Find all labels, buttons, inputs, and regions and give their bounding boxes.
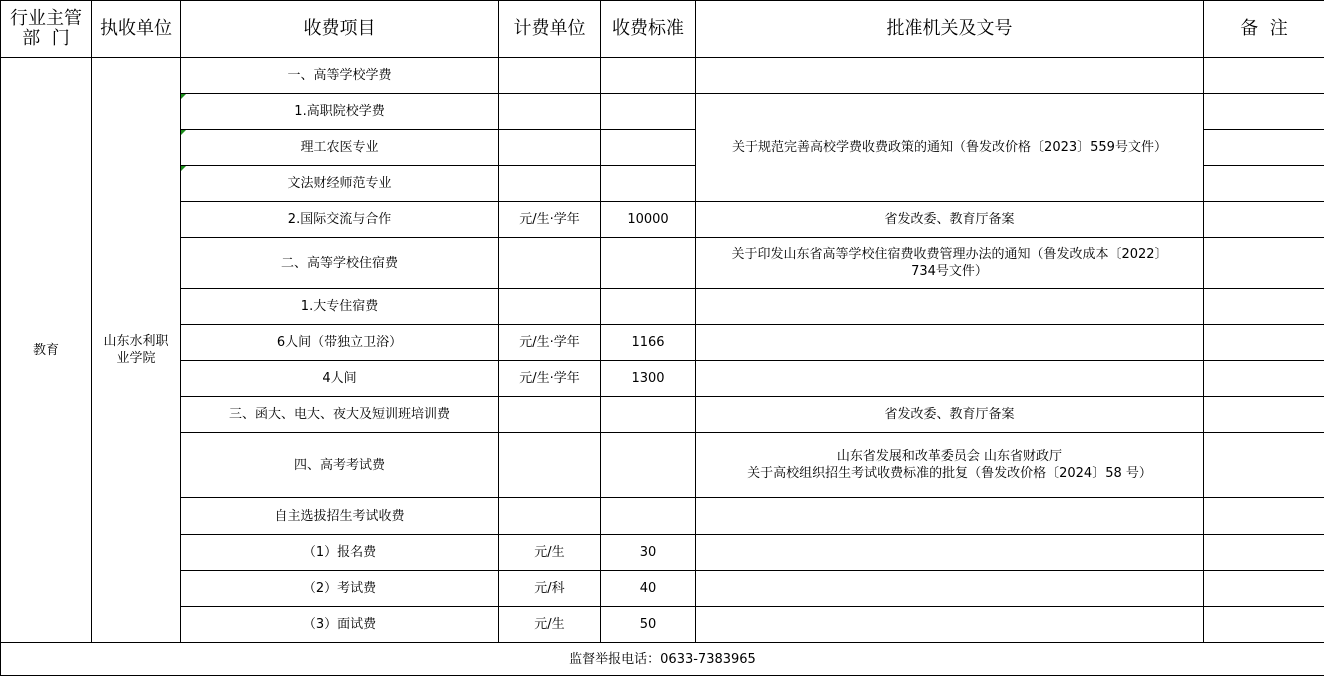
remarks-cell bbox=[1204, 535, 1324, 571]
header-item: 收费项目 bbox=[181, 1, 499, 58]
header-billing-unit: 计费单位 bbox=[499, 1, 601, 58]
standard-cell bbox=[601, 433, 696, 498]
standard-cell: 40 bbox=[601, 571, 696, 607]
item-cell: 自主选拔招生考试收费 bbox=[181, 498, 499, 535]
billing-unit-cell: 元/科 bbox=[499, 571, 601, 607]
approval-cell bbox=[696, 607, 1204, 643]
approval-cell bbox=[696, 325, 1204, 361]
header-approval: 批准机关及文号 bbox=[696, 1, 1204, 58]
item-cell: （1）报名费 bbox=[181, 535, 499, 571]
remarks-cell bbox=[1204, 397, 1324, 433]
approval-cell: 省发改委、教育厅备案 bbox=[696, 202, 1204, 238]
complaint-hotline: 监督举报电话：0633-7383965 bbox=[1, 643, 1324, 676]
billing-unit-cell bbox=[499, 498, 601, 535]
approval-cell bbox=[696, 58, 1204, 94]
table-row bbox=[1, 433, 1324, 498]
remarks-cell bbox=[1204, 325, 1324, 361]
item-cell: （2）考试费 bbox=[181, 571, 499, 607]
approval-cell: 省发改委、教育厅备案 bbox=[696, 397, 1204, 433]
remarks-cell bbox=[1204, 607, 1324, 643]
remarks-cell bbox=[1204, 166, 1324, 202]
table-row bbox=[1, 498, 1324, 535]
remarks-cell bbox=[1204, 433, 1324, 498]
header-standard: 收费标准 bbox=[601, 1, 696, 58]
standard-cell bbox=[601, 289, 696, 325]
remarks-cell bbox=[1204, 94, 1324, 130]
standard-cell: 50 bbox=[601, 607, 696, 643]
item-cell: 一、高等学校学费 bbox=[181, 58, 499, 94]
billing-unit-cell bbox=[499, 289, 601, 325]
item-cell: 三、函大、电大、夜大及短训班培训费 bbox=[181, 397, 499, 433]
approval-cell bbox=[696, 289, 1204, 325]
table-row bbox=[1, 361, 1324, 397]
item-cell: （3）面试费 bbox=[181, 607, 499, 643]
approval-cell: 关于印发山东省高等学校住宿费收费管理办法的通知（鲁发改成本〔2022〕 734号文件） bbox=[696, 238, 1204, 289]
table-row bbox=[1, 58, 1324, 94]
table-row bbox=[1, 607, 1324, 643]
remarks-cell bbox=[1204, 130, 1324, 166]
standard-cell bbox=[601, 238, 696, 289]
billing-unit-cell bbox=[499, 58, 601, 94]
billing-unit-cell: 元/生 bbox=[499, 607, 601, 643]
table-row bbox=[1, 571, 1324, 607]
standard-cell: 10000 bbox=[601, 202, 696, 238]
header-unit: 执收单位 bbox=[92, 1, 181, 58]
approval-cell: 山东省发展和改革委员会 山东省财政厅 关于高校组织招生考试收费标准的批复（鲁发改价格〔2024〕58 号） bbox=[696, 433, 1204, 498]
table-row bbox=[1, 238, 1324, 289]
billing-unit-cell bbox=[499, 130, 601, 166]
approval-cell bbox=[696, 535, 1204, 571]
approval-cell bbox=[696, 498, 1204, 535]
dept-cell: 教育 bbox=[1, 58, 92, 643]
standard-cell: 1300 bbox=[601, 361, 696, 397]
standard-cell: 1166 bbox=[601, 325, 696, 361]
standard-cell bbox=[601, 58, 696, 94]
remarks-cell bbox=[1204, 238, 1324, 289]
approval-cell bbox=[696, 361, 1204, 397]
remarks-cell bbox=[1204, 202, 1324, 238]
table-row bbox=[1, 289, 1324, 325]
billing-unit-cell: 元/生·学年 bbox=[499, 325, 601, 361]
item-cell: 二、高等学校住宿费 bbox=[181, 238, 499, 289]
item-cell: 1.高职院校学费 bbox=[181, 94, 499, 130]
item-cell: 四、高考考试费 bbox=[181, 433, 499, 498]
table-row bbox=[1, 535, 1324, 571]
table-row bbox=[1, 94, 1324, 130]
item-cell: 理工农医专业 bbox=[181, 130, 499, 166]
item-cell: 6人间（带独立卫浴） bbox=[181, 325, 499, 361]
item-cell: 1.大专住宿费 bbox=[181, 289, 499, 325]
billing-unit-cell bbox=[499, 166, 601, 202]
billing-unit-cell: 元/生 bbox=[499, 535, 601, 571]
table-row bbox=[1, 397, 1324, 433]
header-remarks: 备 注 bbox=[1204, 1, 1324, 58]
remarks-cell bbox=[1204, 498, 1324, 535]
approval-cell: 关于规范完善高校学费收费政策的通知（鲁发改价格〔2023〕559号文件） bbox=[696, 94, 1204, 202]
item-cell: 4人间 bbox=[181, 361, 499, 397]
standard-cell bbox=[601, 397, 696, 433]
standard-cell bbox=[601, 498, 696, 535]
approval-cell bbox=[696, 571, 1204, 607]
billing-unit-cell bbox=[499, 433, 601, 498]
billing-unit-cell bbox=[499, 238, 601, 289]
standard-cell bbox=[601, 94, 696, 130]
standard-cell bbox=[601, 166, 696, 202]
unit-cell: 山东水利职业学院 bbox=[92, 58, 181, 643]
remarks-cell bbox=[1204, 361, 1324, 397]
header-row bbox=[1, 1, 1324, 58]
billing-unit-cell bbox=[499, 397, 601, 433]
standard-cell: 30 bbox=[601, 535, 696, 571]
table-row bbox=[1, 202, 1324, 238]
item-cell: 文法财经师范专业 bbox=[181, 166, 499, 202]
remarks-cell bbox=[1204, 58, 1324, 94]
footer-row bbox=[1, 643, 1324, 676]
remarks-cell bbox=[1204, 571, 1324, 607]
standard-cell bbox=[601, 130, 696, 166]
billing-unit-cell: 元/生·学年 bbox=[499, 361, 601, 397]
item-cell: 2.国际交流与合作 bbox=[181, 202, 499, 238]
header-dept: 行业主管 部 门 bbox=[1, 1, 92, 58]
billing-unit-cell bbox=[499, 94, 601, 130]
billing-unit-cell: 元/生·学年 bbox=[499, 202, 601, 238]
remarks-cell bbox=[1204, 289, 1324, 325]
table-row bbox=[1, 325, 1324, 361]
